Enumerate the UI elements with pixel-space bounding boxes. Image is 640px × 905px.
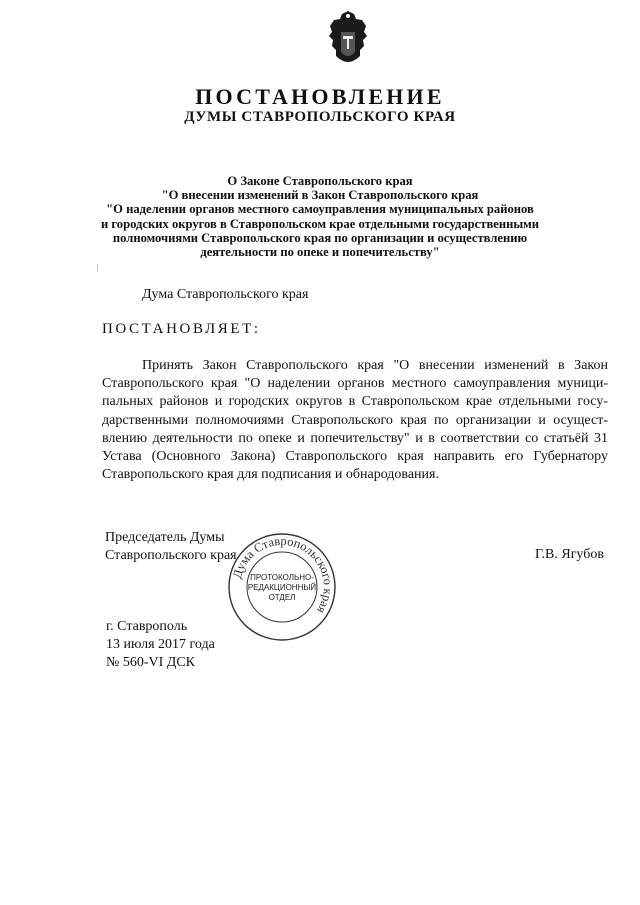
subject-line: полномочиями Ставропольского края по организации и осуществлению [112,230,528,245]
subject-line: "О внесении изменений в Закон Ставропольского края [161,188,479,203]
subject-line: и городских округов в Ставропольском крае отдельными государственными [100,216,540,231]
document-subject [96,174,544,259]
coat-of-arms-icon [326,10,370,68]
signatory-title-line: Председатель Думы [105,530,225,545]
document-number: № 560-VI ДСК [106,655,196,670]
stamp-department-line: ПРОТОКОЛЬНО- [250,573,314,582]
issuer-heading: ДУМЫ СТАВРОПОЛЬСКОГО КРАЯ [184,109,456,125]
document-type-heading: ПОСТАНОВЛЕНИЕ [195,84,445,109]
subject-line: "О наделении органов местного самоуправления муниципальных районов [106,202,534,217]
issue-date: 13 июля 2017 года [106,637,215,652]
subject-line: деятельности по опеке и попечительству" [200,245,440,260]
resolution-paragraph: Принять Закон Ставропольского края "О внесении изменений в Закон Ставропольского края "О наделении органов местного самоуправления муниципальных районов и городских округов в Ставропольском крае отдельными государственными полномочиями Ставропольского края по организации и осуществлению деятельности по опеке и попечительству" и в соответствии со статьёй 31 Устава (Основного Закона) Ставропольского края направить его Губернатору Ставропольского края для подписания и обнародования. [102,358,608,483]
issue-city: г. Ставрополь [106,619,188,634]
stamp-department-line: ОТДЕЛ [268,593,296,602]
document-details [106,618,215,672]
enacting-body: Дума Ставропольского края [142,287,309,302]
stamp-ring-text: Дума Ставропольского края [229,533,336,617]
signatory-name: Г.В. Ягубов [535,547,604,562]
signatory-title [105,529,237,565]
signatory-title-line: Ставропольского края [105,548,237,563]
stamp-department-line: РЕДАКЦИОННЫЙ [247,583,317,592]
margin-mark [97,264,98,271]
resolves-heading: ПОСТАНОВЛЯЕТ: [102,321,261,337]
stamp-department [226,573,338,603]
subject-line: О Законе Ставропольского края [227,174,413,188]
